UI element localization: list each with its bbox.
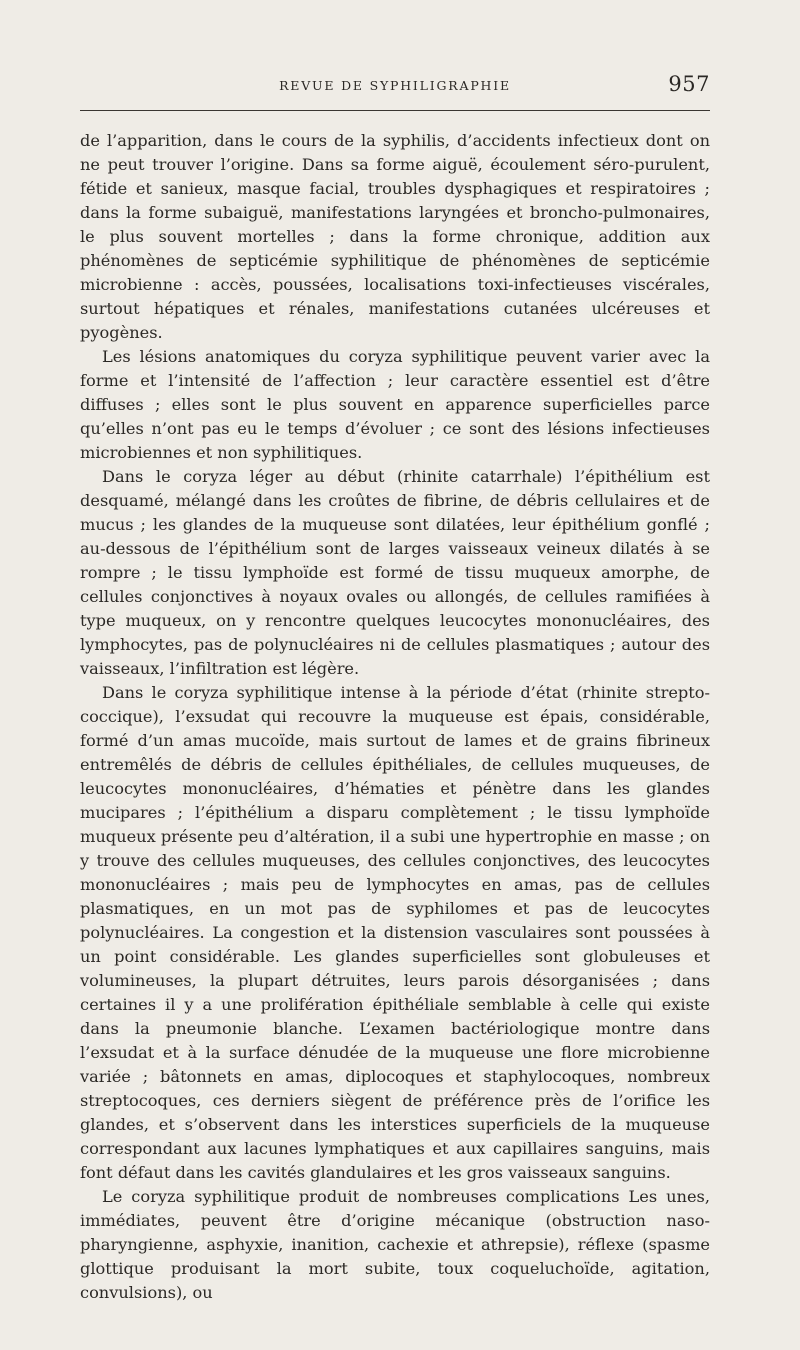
paragraph-anatomical-lesions: Les lésions anatomiques du coryza syphilitique peuvent varier avec la forme et l’intensité de l’affection ; leur caractère essentiel est d’être diffuses ; elles sont le plus souvent en apparence superficielles parce qu’elles n’ont pas eu le temps d’évoluer ; ce sont des lésions infectieuses microbiennes et non syphilitiques. <box>80 347 710 462</box>
paragraph-intense-coryza: Dans le coryza syphilitique intense à la période d’état (rhinite strepto-coccique), l’exsudat qui recouvre la muqueuse est épais, considérable, formé d’un amas mucoïde, mais surtout de lames et de grains fibrineux entremêlés de débris de cellules épithéliales, de cellules muqueuses, de leucocytes mononucléaires, d’hématies et pénètre dans les glandes mucipares ; l’épithélium a disparu complètement ; le tissu lymphoïde muqueux présente peu d’altération, il a subi une hypertrophie en masse ; on y trouve des cellules muqueuses, des cellules conjonctives, des leucocytes mononucléaires ; mais peu de lymphocytes en amas, pas de cellules plasmatiques, en un mot pas de syphilomes et pas de leucocytes polynucléaires. La congestion et la distension vasculaires sont poussées à un point considérable. Les glandes superficielles sont globuleuses et volumineuses, la plupart détruites, leurs parois désorganisées ; dans certaines il y a une prolifération épithéliale semblable à celle qui existe dans la pneumonie blanche. L’examen bactériologique montre dans l’exsudat et à la surface dénudée de la muqueuse une flore microbienne variée ; bâtonnets en amas, diplocoques et staphylocoques, nombreux streptocoques, ces derniers siègent de préférence près de l’orifice les glandes, et s’observent dans les interstices superficiels de la muqueuse correspondant aux lacunes lymphatiques et aux capillaires sanguins, mais font défaut dans les cavités glandulaires et les gros vaisseaux sanguins. <box>80 683 710 1182</box>
paragraph-continuation: de l’apparition, dans le cours de la syphilis, d’accidents infectieux dont on ne peut trouver l’origine. Dans sa forme aiguë, écoulement séro-purulent, fétide et sanieux, masque facial, troubles dysphagiques et respiratoires ; dans la forme subaiguë, manifestations laryngées et broncho-pulmonaires, le plus souvent mortelles ; dans la forme chronique, addition aux phénomènes de septicémie syphilitique de phénomènes de septicémie microbienne : accès, poussées, localisations toxi-infectieuses viscérales, surtout hépatiques et rénales, manifestations cutanées ulcéreuses et pyogènes. <box>80 131 710 342</box>
page-number: 957 <box>668 72 710 96</box>
paragraph-complications: Le coryza syphilitique produit de nombreuses complications Les unes, immédiates, peuvent être d’origine mécanique (obstruction naso-pharyngienne, asphyxie, inanition, cachexie et athrepsie), réflexe (spasme glottique produisant la mort subite, toux coqueluchoïde, agitation, convulsions), ou <box>80 1187 710 1302</box>
body-text <box>80 129 710 1305</box>
running-title: REVUE DE SYPHILIGRAPHIE <box>279 78 511 93</box>
book-page <box>80 70 710 1305</box>
running-header <box>80 70 710 100</box>
paragraph-mild-coryza: Dans le coryza léger au début (rhinite catarrhale) l’épithélium est desquamé, mélangé dans les croûtes de fibrine, de débris cellulaires et de mucus ; les glandes de la muqueuse sont dilatées, leur épithélium gonflé ; au-dessous de l’épithélium sont de larges vaisseaux veineux dilatés à se rompre ; le tissu lymphoïde est formé de tissu muqueux amorphe, de cellules conjonctives à noyaux ovales ou allongés, de cellules ramifiées à type muqueux, on y rencontre quelques leucocytes mononucléaires, des lymphocytes, pas de polynucléaires ni de cellules plasmatiques ; autour des vaisseaux, l’infiltration est légère. <box>80 467 710 678</box>
header-rule <box>80 110 710 111</box>
